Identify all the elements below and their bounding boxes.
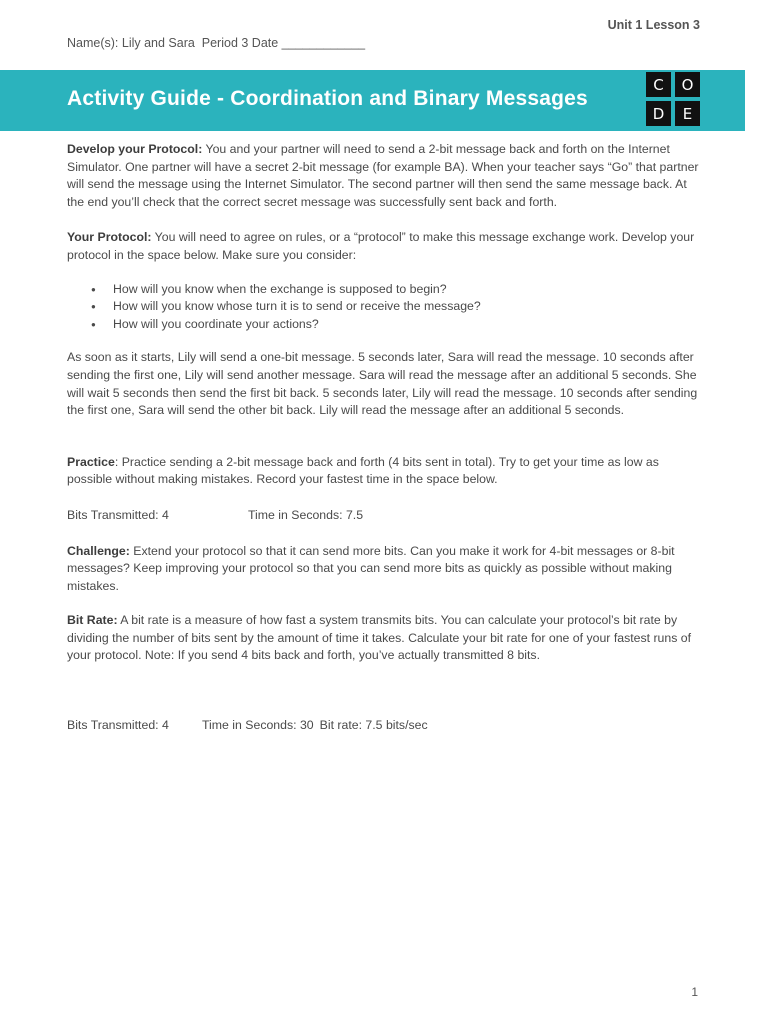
challenge-text: Extend your protocol so that it can send more bits. Can you make it work for 4-bit messages or 8-bit messages? Keep improving your protocol so that you can send more bits as quickly as possible without making mistakes. — [67, 543, 675, 593]
practice-time-seconds: Time in Seconds: 7.5 — [248, 507, 364, 522]
name-period-date-line: Name(s): Lily and Sara Period 3 Date ____________ — [67, 36, 366, 50]
your-protocol-label: Your Protocol: — [67, 230, 152, 245]
consider-list — [67, 281, 703, 334]
unit-lesson-label: Unit 1 Lesson 3 — [607, 18, 700, 32]
challenge-label: Challenge: — [67, 543, 130, 558]
bit-rate-bits-transmitted: Bits Transmitted: 4 — [67, 718, 169, 733]
code-logo — [646, 72, 700, 128]
practice-text: : Practice sending a 2-bit message back and forth (4 bits sent in total). Try to get your time as low as possible without making mistakes. Record your fastest time in the space below. — [67, 454, 659, 487]
page-number: 1 — [691, 985, 698, 999]
logo-letter-e: E — [675, 101, 700, 126]
logo-letter-c: C — [646, 72, 671, 97]
protocol-answer: As soon as it starts, Lily will send a one-bit message. 5 seconds later, Sara will read the message. 10 seconds after sending the first one, Lily will send another message. Sara will read the message after an additional 5 seconds. She will wait 5 seconds then send the first bit back. 5 seconds later, Lily will read the message. 10 seconds after sending the first one, Sara will send the other bit back. Lily will read the message after an additional 5 seconds. — [67, 350, 698, 418]
bit-rate-paragraph — [67, 612, 703, 665]
title-banner — [0, 70, 745, 131]
practice-results — [67, 507, 703, 525]
bit-rate-time-seconds: Time in Seconds: 30 — [202, 718, 314, 733]
list-item: ● How will you coordinate your actions? — [67, 316, 703, 334]
bit-rate-label: Bit Rate: — [67, 613, 118, 628]
document-body — [67, 141, 703, 735]
practice-paragraph — [67, 454, 703, 489]
practice-bits-transmitted: Bits Transmitted: 4 — [67, 507, 169, 522]
list-item: ● How will you know whose turn it is to send or receive the message? — [67, 298, 703, 316]
bit-rate-text: A bit rate is a measure of how fast a system transmits bits. You can calculate your protocol’s bit rate by dividing the number of bits sent by the amount of time it takes. Calculate your bit rate for one of your fastest runs of your protocol. Note: If you send 4 bits back and forth, you’ve actually transmitted 8 bits. — [67, 613, 692, 663]
bit-rate-value: Bit rate: 7.5 bits/sec — [319, 718, 428, 733]
logo-letter-o: O — [675, 72, 700, 97]
develop-protocol-text: You and your partner will need to send a 2-bit message back and forth on the Internet Simulator. One partner will have a secret 2-bit message (for example BA). When your teacher says “Go” that partner will send the message using the Internet Simulator. The second partner will then send the same message back. At the end you’ll check that the correct secret message was successfully sent back and forth. — [67, 142, 699, 209]
logo-letter-d: D — [646, 101, 671, 126]
your-protocol-text: You will need to agree on rules, or a “protocol” to make this message exchange work. Develop your protocol in the space below. Make sure you consider: — [67, 230, 695, 262]
challenge-paragraph — [67, 543, 703, 596]
page-title: Activity Guide - Coordination and Binary Messages — [67, 87, 588, 110]
develop-protocol-paragraph — [67, 141, 703, 211]
practice-label: Practice — [67, 454, 115, 469]
your-protocol-paragraph — [67, 229, 703, 264]
list-item: ● How will you know when the exchange is supposed to begin? — [67, 281, 703, 299]
develop-protocol-label: Develop your Protocol: — [67, 142, 203, 156]
bit-rate-results — [67, 717, 703, 735]
